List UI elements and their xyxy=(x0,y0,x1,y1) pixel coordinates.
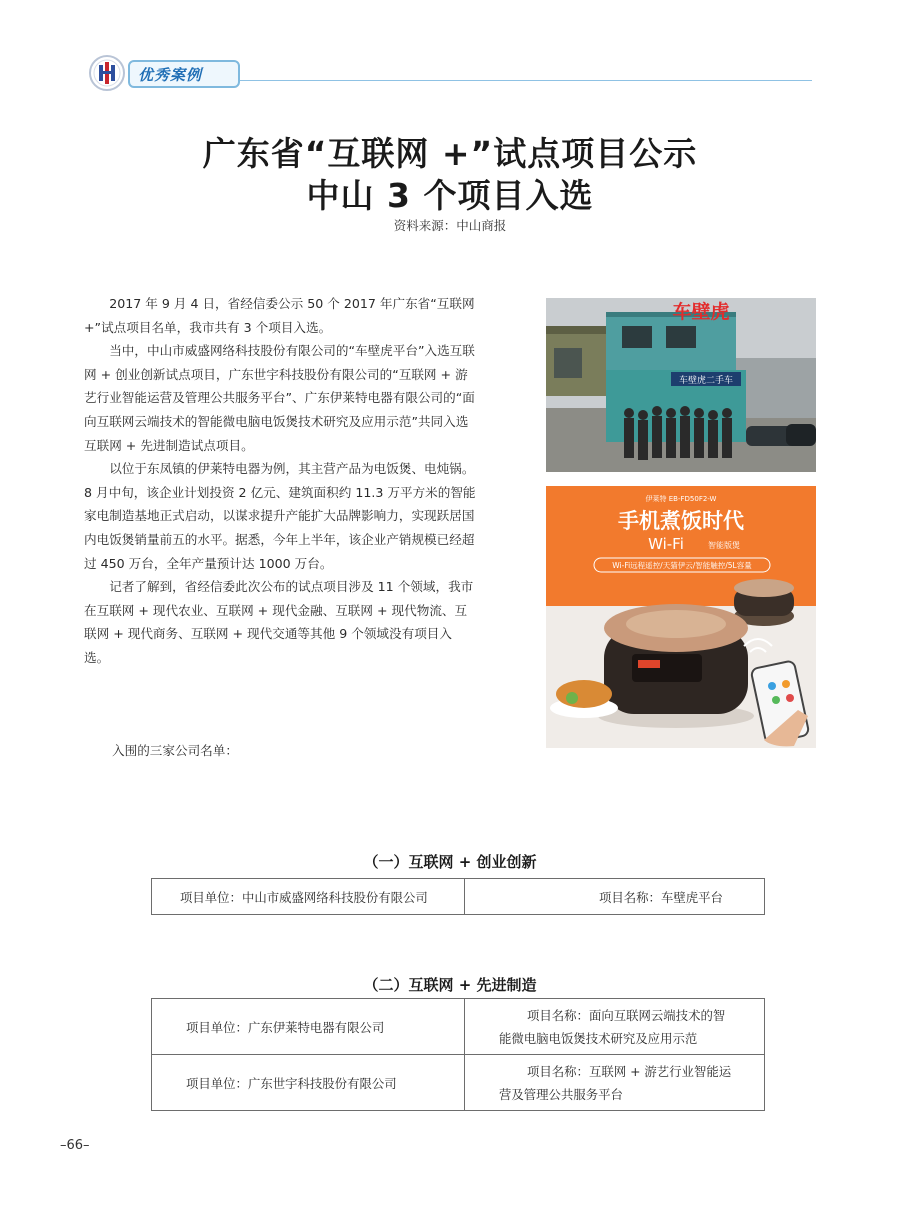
page-number: –66– xyxy=(60,1138,90,1153)
header-rule xyxy=(240,80,812,81)
rooftop-sign: 车壁虎 xyxy=(672,301,730,323)
section-title-startup: （一）互联网 + 创业创新 xyxy=(363,853,537,871)
section-badge xyxy=(128,60,240,88)
brand-line: 伊莱特 EB-FD50F2-W xyxy=(645,495,717,503)
journal-logo-icon xyxy=(88,54,126,92)
table-row xyxy=(152,879,765,915)
article-source: 资料来源：中山商报 xyxy=(393,218,507,233)
section-label: 优秀案例 xyxy=(138,66,203,84)
project-name-line: 项目名称：面向互联网云端技术的智 xyxy=(527,1007,726,1023)
project-unit-cell: 项目单位：广东伊莱特电器有限公司 xyxy=(152,999,465,1055)
photo-team-building xyxy=(546,298,816,472)
table-row xyxy=(152,999,765,1055)
project-unit-cell: 项目单位：广东世宇科技股份有限公司 xyxy=(152,1055,465,1111)
photo-rice-cooker-ad xyxy=(546,486,816,748)
team-building-illustration xyxy=(546,298,816,472)
ad-headline: 手机煮饭时代 xyxy=(618,509,744,533)
paragraph: 当中，中山市威盛网络科技股份有限公司的“车壁虎平台”入选互联网 + 创业创新试点项目，广东世宇科技股份有限公司的“互联网 + 游艺行业智能运营及管理公共服务平台”、广东伊莱特电器有限公司的“面向互联网云端技术的智能微电脑电饭煲技术研究及应用示范”共同入选互联网 + 先进制造试点项目。 xyxy=(84,343,475,453)
table-row xyxy=(152,1055,765,1111)
wifi-sub: 智能版煲 xyxy=(708,541,740,550)
project-name-cell: 项目名称：车壁虎平台 xyxy=(465,879,765,915)
paragraph: 以位于东凤镇的伊莱特电器为例，其主营产品为电饭煲、电炖锅。8 月中旬，该企业计划投资 2 亿元、建筑面积约 11.3 万平方米的智能家电制造基地正式启动，以谋求提升产能扩大品牌影响力，实现跃居国内电饭煲销量前五的水平。据悉，今年上半年，该企业产销规模已经超过 450 万台，全年产量预计达 1000 万台。 xyxy=(84,461,476,571)
article-title-line1: 广东省“互联网 +”试点项目公示 xyxy=(202,134,698,173)
article-body xyxy=(84,292,476,670)
project-name-line: 营及管理公共服务平台 xyxy=(499,1086,623,1102)
list-intro: 入围的三家公司名单： xyxy=(112,743,238,758)
paragraph: 记者了解到，省经信委此次公布的试点项目涉及 11 个领域，我市在互联网 + 现代农业、互联网 + 现代金融、互联网 + 现代物流、互联网 + 现代商务、互联网 + 现代交通等其他 9 个领域没有项目入选。 xyxy=(84,579,474,665)
rice-cooker-ad-illustration xyxy=(546,486,816,748)
project-name-cell xyxy=(465,999,765,1055)
article-title-line2: 中山 3 个项目入选 xyxy=(306,176,594,215)
project-name-line: 项目名称：互联网 + 游艺行业智能运 xyxy=(527,1063,732,1079)
table-startup xyxy=(151,878,765,915)
table-manufacturing xyxy=(151,998,765,1111)
banner-text: 车壁虎二手车 xyxy=(678,376,734,386)
section-title-manufacturing: （二）互联网 + 先进制造 xyxy=(363,976,537,994)
wifi-line: Wi-Fi xyxy=(648,535,684,553)
paragraph: 2017 年 9 月 4 日，省经信委公示 50 个 2017 年广东省“互联网 +”试点项目名单，我市共有 3 个项目入选。 xyxy=(84,296,475,335)
project-name-cell xyxy=(465,1055,765,1111)
project-name-line: 能微电脑电饭煲技术研究及应用示范 xyxy=(499,1030,698,1046)
feature-line: Wi-Fi远程遥控/天猫伊云/智能触控/5L容量 xyxy=(612,561,752,570)
project-unit-cell: 项目单位：中山市威盛网络科技股份有限公司 xyxy=(152,879,465,915)
